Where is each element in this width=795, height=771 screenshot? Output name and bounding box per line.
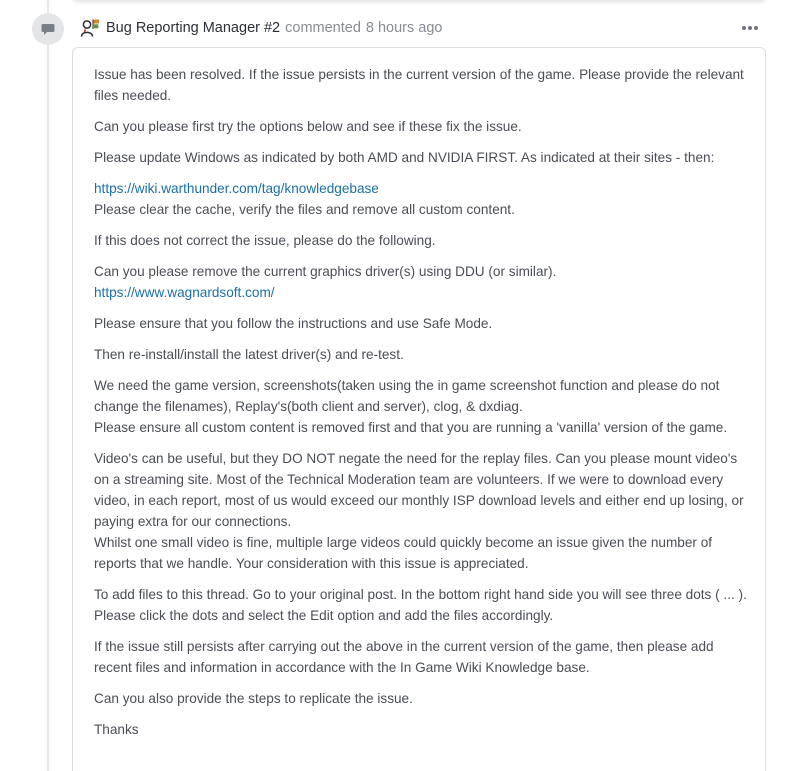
comment-paragraph: If this does not correct the issue, please do the following. — [94, 233, 436, 248]
comment-author[interactable]: Bug Reporting Manager #2 — [106, 20, 281, 36]
manager-avatar-icon[interactable] — [80, 18, 100, 38]
comment-paragraph — [94, 178, 749, 220]
comment-paragraph: Issue has been resolved. If the issue persists in the current version of the game. Please provide the relevant files needed. — [94, 67, 744, 103]
comment-body — [94, 64, 749, 750]
more-horizontal-icon[interactable] — [738, 19, 762, 37]
timeline-line — [47, 0, 49, 771]
comment-text: Video's can be useful, but they DO NOT negate the need for the replay files. Can you please mount video's on a streaming site. Most of the Technical Moderation team are volunteers. If we were to download every video, in each report, most of us would exceed our monthly ISP download levels and either end up losing, or paying extra for our connections. — [94, 451, 744, 529]
comment-text: Please ensure all custom content is removed first and that you are running a 'vanilla' version of the game. — [94, 420, 728, 435]
comment-text: We need the game version, screenshots(taken using the in game screenshot function and please do not change the filenames), Replay's(both client and server), clog, & dxdiag. — [94, 378, 720, 414]
comment-paragraph: Please update Windows as indicated by both AMD and NVIDIA FIRST. As indicated at their sites - then: — [94, 150, 715, 165]
comment-icon — [32, 13, 64, 45]
comment-paragraph — [94, 448, 749, 574]
comment-paragraph: Can you also provide the steps to replicate the issue. — [94, 691, 413, 706]
comment-paragraph: Thanks — [94, 722, 139, 737]
comment-paragraph: Then re-install/install the latest driver(s) and re-test. — [94, 347, 404, 362]
comment-card — [72, 47, 766, 771]
comment-paragraph — [94, 375, 749, 438]
comment-action: commented — [285, 20, 361, 36]
comment-paragraph: Can you please first try the options below and see if these fix the issue. — [94, 119, 522, 134]
comment-paragraph — [94, 261, 749, 303]
comment-text: Can you please remove the current graphics driver(s) using DDU (or similar). — [94, 264, 557, 279]
comment-paragraph: If the issue still persists after carrying out the above in the current version of the game, then please add recent files and information in accordance with the In Game Wiki Knowledge base. — [94, 639, 714, 675]
comment-text: Please clear the cache, verify the files and remove all custom content. — [94, 202, 515, 217]
comment-paragraph: Please ensure that you follow the instructions and use Safe Mode. — [94, 316, 493, 331]
comment-timestamp[interactable]: 8 hours ago — [365, 20, 443, 36]
comment-text: Whilst one small video is fine, multiple large videos could quickly become an issue given the number of reports that we handle. Your consideration with this issue is appreciated. — [94, 535, 713, 571]
comment-header — [80, 16, 764, 40]
wagnardsoft-link[interactable]: https://www.wagnardsoft.com/ — [94, 285, 275, 300]
comment-paragraph: To add files to this thread. Go to your original post. In the bottom right hand side you will see three dots ( ... ). Please click the dots and select the Edit option and add the files accordingly. — [94, 587, 747, 623]
knowledgebase-link[interactable]: https://wiki.warthunder.com/tag/knowledgebase — [94, 181, 379, 196]
